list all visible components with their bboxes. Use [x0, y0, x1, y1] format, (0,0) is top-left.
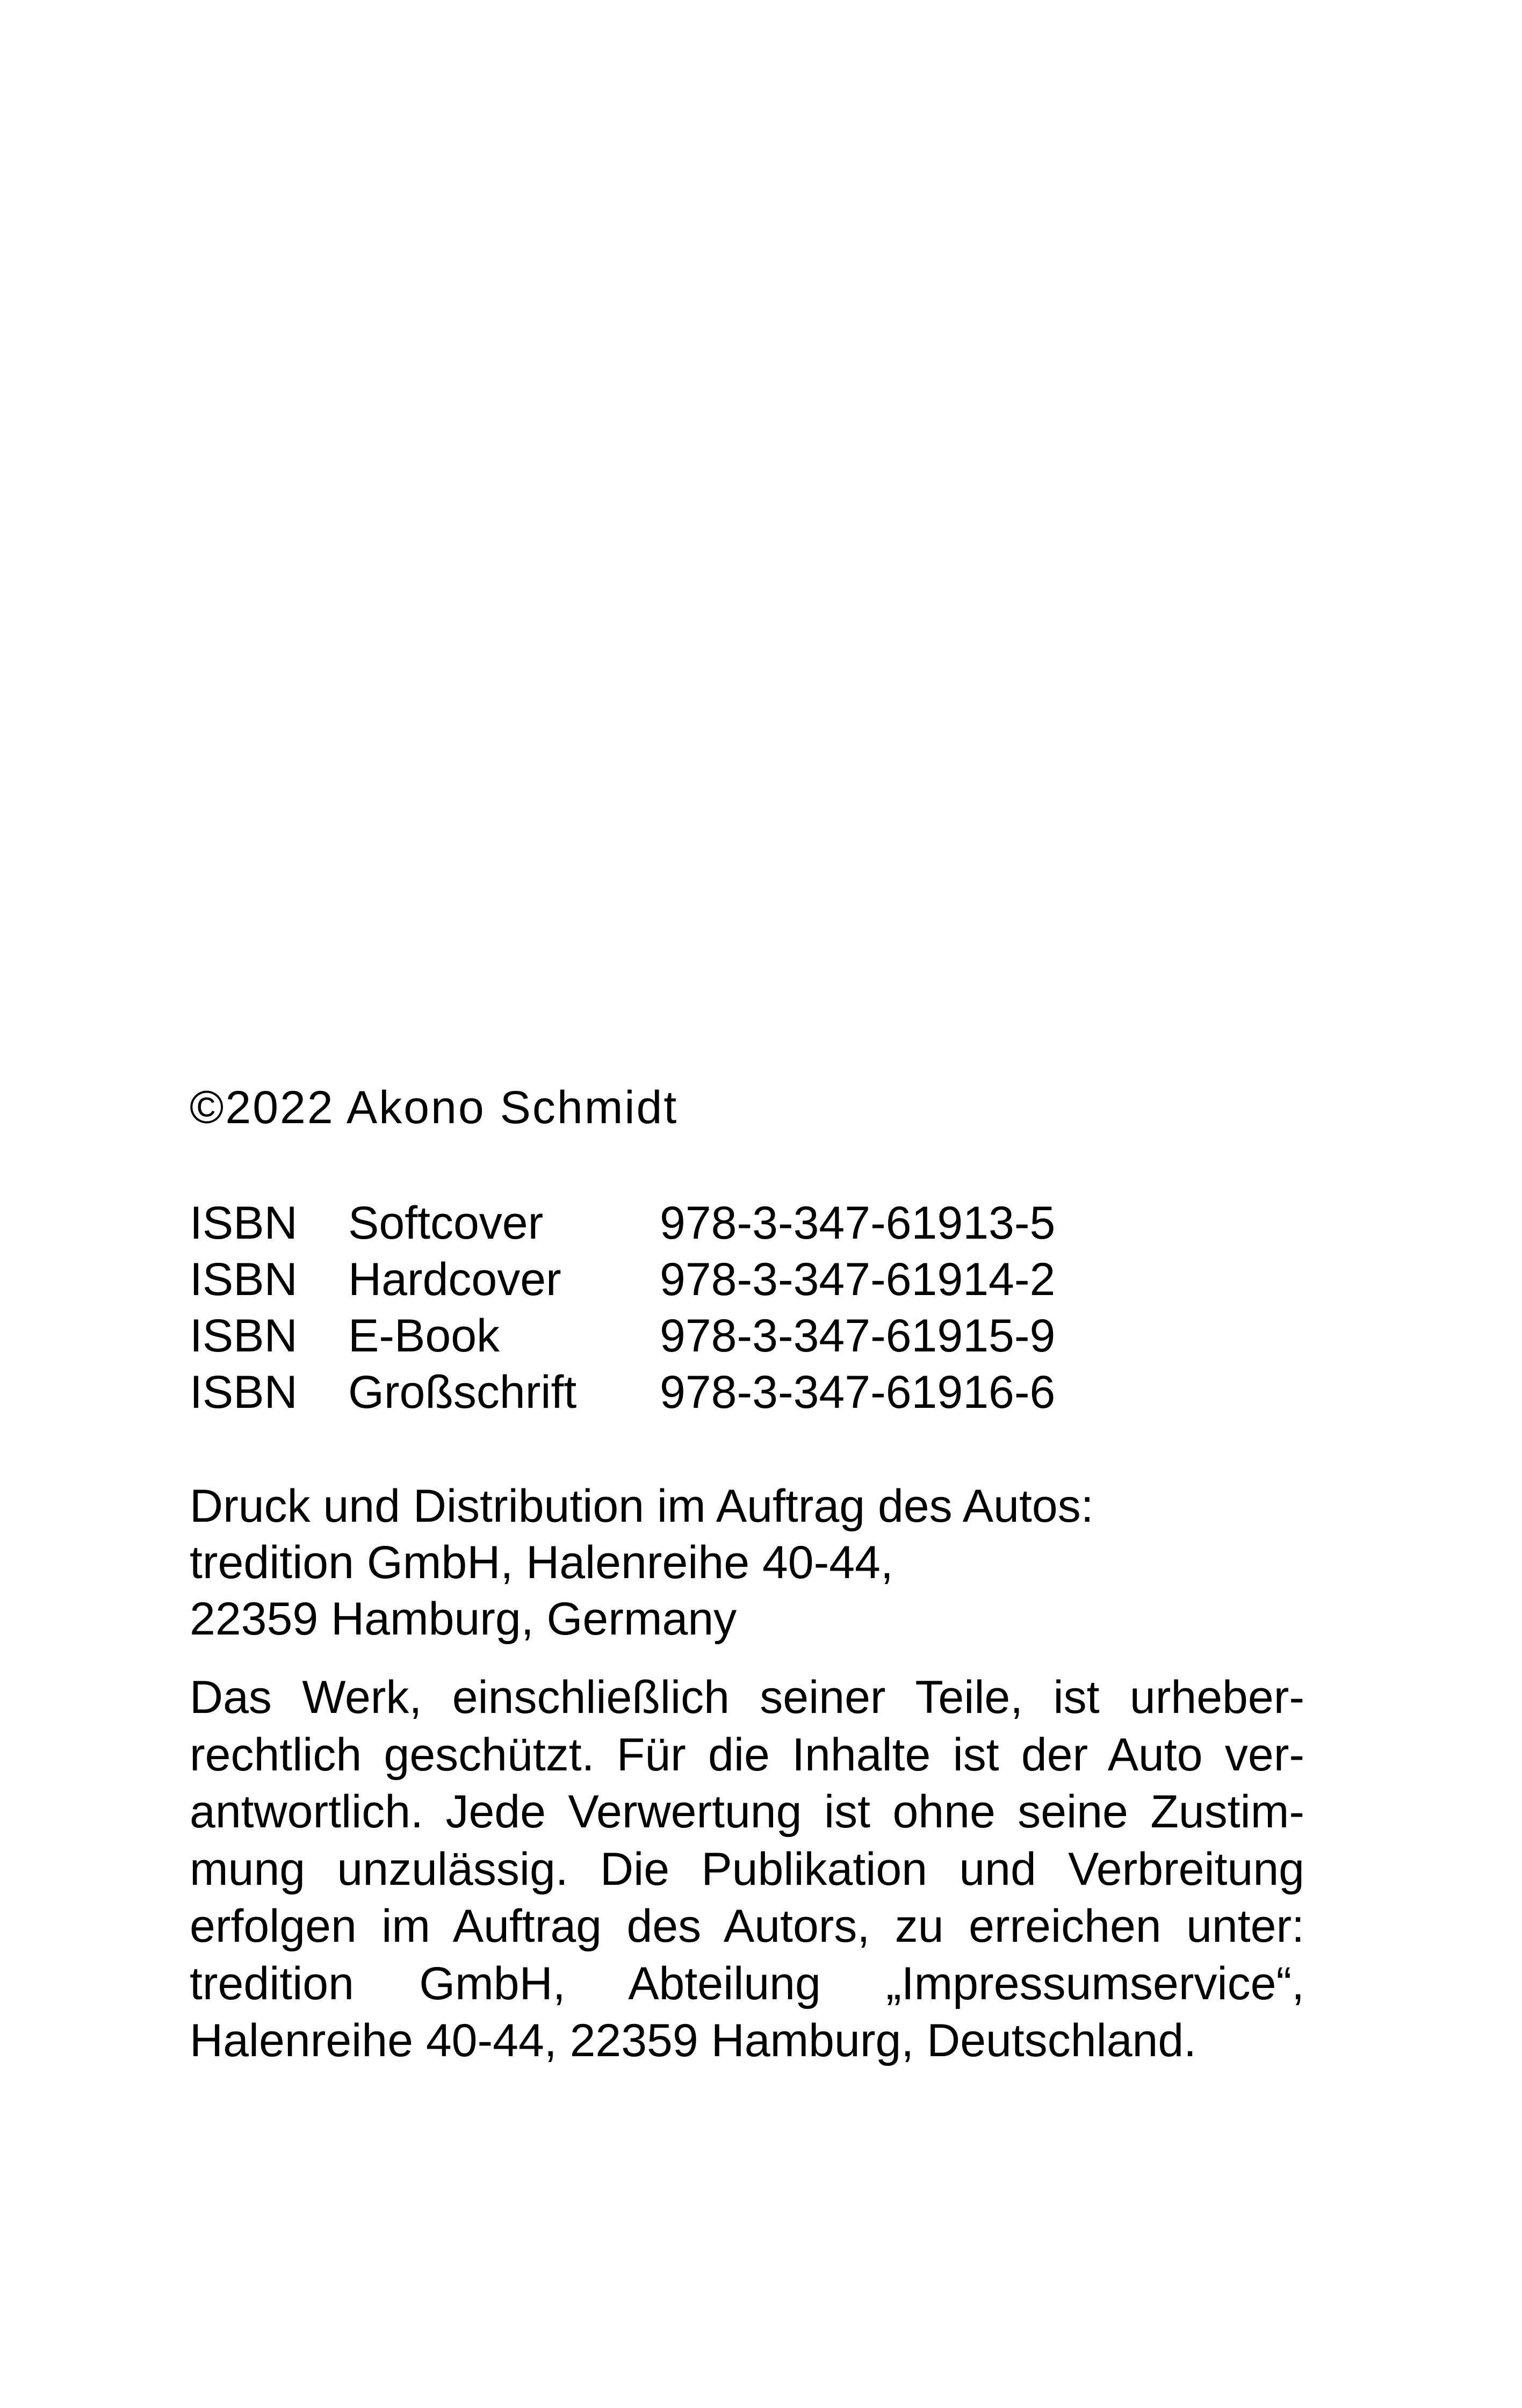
printer-line: tredition GmbH, Halenreihe 40-44, [190, 1537, 893, 1588]
printer-address [190, 1478, 1304, 1647]
isbn-number: 978-3-347-61915-9 [660, 1310, 1056, 1362]
isbn-label: ISBN [190, 1254, 298, 1305]
isbn-edition: Hardcover [348, 1254, 561, 1305]
isbn-number: 978-3-347-61916-6 [660, 1366, 1056, 1418]
copyright-legal-notice: Das Werk, einschließlich seiner Teile, ist urheberrechtlich geschützt. Für die Inhalte ist der Auto verantwortlich. Jede Verwertung ist ohne seine Zustimmung unzulässig. Die Publikation und Verbreitung erfolgen im Auftrag des Autors, zu erreichen unter: tredition GmbH, Abteilung „Impressumservice“, Halenreihe 40-44, 22359 Hamburg, Deutschland. [190, 1672, 1304, 2066]
isbn-row-softcover [190, 1195, 1055, 1252]
isbn-edition: E-Book [348, 1310, 500, 1362]
isbn-row-large-print [190, 1364, 1055, 1421]
isbn-row-hardcover [190, 1252, 1055, 1308]
isbn-label: ISBN [190, 1366, 298, 1418]
copyright-notice: ©2022 Akono Schmidt [190, 1082, 679, 1133]
isbn-label: ISBN [190, 1310, 298, 1362]
imprint-block [190, 1080, 1304, 2116]
isbn-edition: Großschrift [348, 1366, 577, 1418]
isbn-edition: Softcover [348, 1197, 544, 1249]
printer-line: 22359 Hamburg, Germany [190, 1593, 737, 1645]
isbn-number: 978-3-347-61914-2 [660, 1254, 1056, 1305]
isbn-number: 978-3-347-61913-5 [660, 1197, 1056, 1249]
isbn-row-ebook [190, 1308, 1055, 1364]
isbn-label: ISBN [190, 1197, 298, 1249]
isbn-table [190, 1195, 1055, 1421]
printer-line: Druck und Distribution im Auftrag des Autos: [190, 1480, 1094, 1532]
